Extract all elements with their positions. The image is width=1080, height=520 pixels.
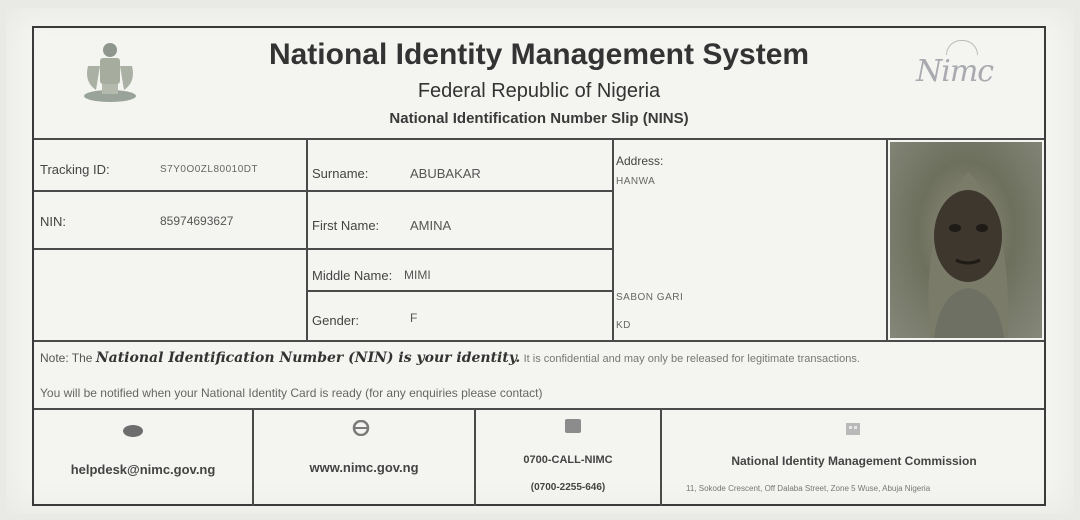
first-name-value: AMINA bbox=[410, 218, 452, 233]
row-divider-2 bbox=[34, 248, 612, 250]
row-divider-3 bbox=[306, 290, 612, 292]
note-rest: It is confidential and may only be released for legitimate transactions. bbox=[523, 353, 860, 365]
globe-icon bbox=[350, 420, 372, 436]
body-divider bbox=[34, 340, 1044, 342]
helpdesk-email[interactable]: helpdesk@nimc.gov.ng bbox=[70, 462, 216, 477]
note-prefix: Note: The bbox=[40, 351, 93, 365]
col-divider-1 bbox=[306, 138, 308, 340]
phone-icon bbox=[562, 418, 584, 434]
first-name-label: First Name: bbox=[312, 218, 380, 233]
page-title: National Identity Management System bbox=[268, 38, 810, 71]
website-link[interactable]: www.nimc.gov.ng bbox=[309, 460, 419, 475]
org-address: 11, Sokode Crescent, Off Dalaba Street, Zone 5 Wuse, Abuja Nigeria bbox=[686, 484, 931, 493]
tracking-id-label: Tracking ID: bbox=[40, 162, 110, 177]
row-divider-1 bbox=[34, 190, 612, 192]
note-line-2: You will be notified when your National Identity Card is ready (for any enquiries please contact) bbox=[40, 386, 543, 400]
org-name: National Identity Management Commission bbox=[731, 454, 977, 468]
note-line-1 bbox=[40, 350, 860, 366]
building-icon bbox=[842, 420, 864, 436]
tracking-id-value: S7Y0O0ZL80010DT bbox=[160, 164, 259, 175]
passport-photo bbox=[890, 142, 1042, 338]
phone-number: 0700-CALL-NIMC bbox=[523, 454, 613, 466]
address-label: Address: bbox=[616, 154, 664, 168]
address-line-3: KD bbox=[616, 320, 631, 331]
address-line-1: HANWA bbox=[616, 176, 656, 187]
col-divider-3 bbox=[886, 138, 888, 340]
header-divider bbox=[34, 138, 1044, 140]
person-photo-icon bbox=[890, 142, 1042, 338]
slip-title: National Identification Number Slip (NINS) bbox=[389, 110, 689, 127]
middle-name-label: Middle Name: bbox=[312, 268, 393, 283]
footer-divider-1 bbox=[252, 408, 254, 506]
mail-icon bbox=[122, 422, 144, 438]
surname-label: Surname: bbox=[312, 166, 369, 181]
phone-number-digits: (0700-2255-646) bbox=[530, 482, 606, 493]
middle-name-value: MIMI bbox=[404, 268, 431, 282]
gender-value: F bbox=[410, 311, 418, 325]
note-divider bbox=[34, 408, 1044, 410]
address-line-2: SABON GARI bbox=[616, 292, 684, 303]
nin-slip bbox=[32, 26, 1046, 506]
nin-label: NIN: bbox=[40, 214, 66, 229]
surname-value: ABUBAKAR bbox=[410, 166, 481, 181]
col-divider-2 bbox=[612, 138, 614, 340]
nimc-logo: Nimc bbox=[916, 54, 994, 89]
nin-value: 85974693627 bbox=[160, 214, 234, 228]
gender-label: Gender: bbox=[312, 313, 359, 328]
subtitle: Federal Republic of Nigeria bbox=[417, 80, 661, 102]
note-emphasis: National Identification Number (NIN) is your identity. bbox=[95, 350, 521, 366]
